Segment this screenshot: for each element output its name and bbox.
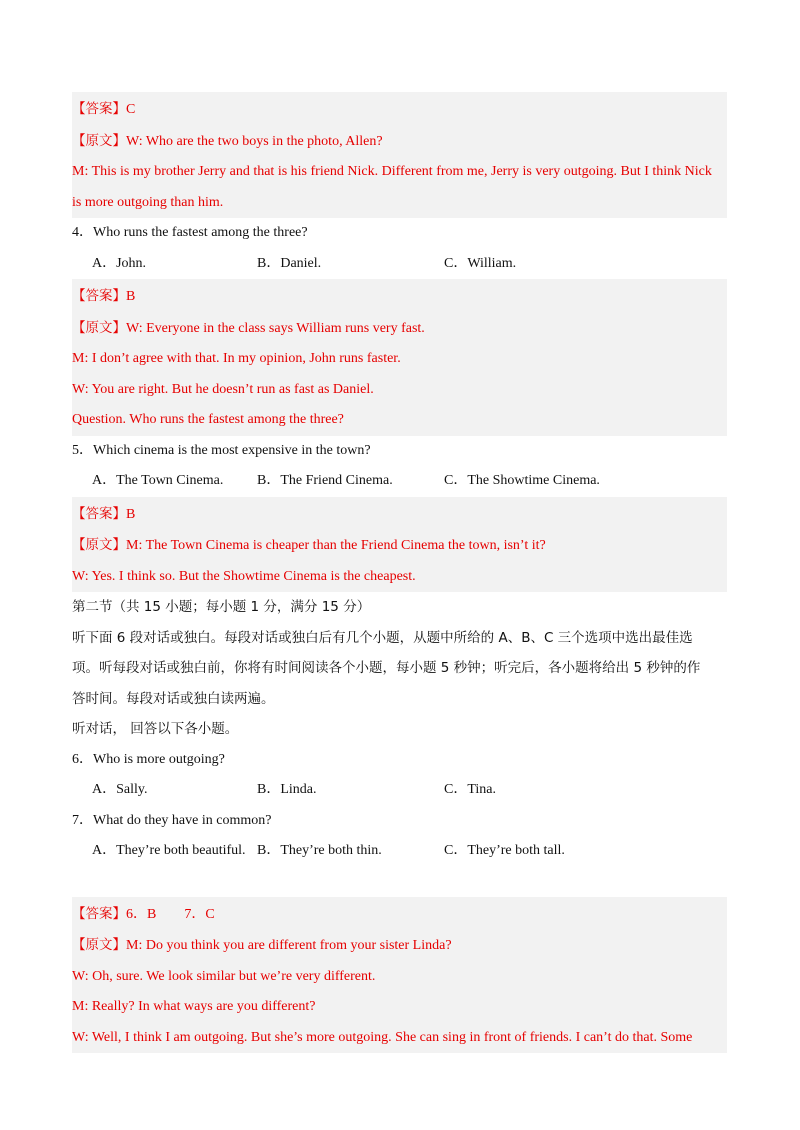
question-4-options <box>72 249 727 280</box>
question-4: 4．Who runs the fastest among the three? <box>72 225 308 240</box>
source-tag: 【原文】 <box>72 319 126 336</box>
transcript-line: W: Yes. I think so. But the Showtime Cinema is the cheapest. <box>72 568 416 584</box>
transcript-line: is more outgoing than him. <box>72 194 224 210</box>
option-c: C．William. <box>444 255 517 271</box>
transcript-line: M: Really? In what ways are you different? <box>72 999 316 1014</box>
option-a: A．John. <box>92 255 147 271</box>
transcript-line: W: You are right. But he doesn’t run as fast as Daniel. <box>72 381 374 397</box>
answer-block-4 <box>72 279 727 436</box>
question-6: 6．Who is more outgoing? <box>72 751 225 767</box>
transcript-line: W: Oh, sure. We look similar but we’re very different. <box>72 968 376 984</box>
option-b: B．Linda. <box>257 782 317 797</box>
transcript-line: W: Well, I think I am outgoing. But she’s more outgoing. She can sing in front of friends. I can’t do that. Some <box>72 1029 693 1045</box>
instruction-line: 听下面 6 段对话或独白。每段对话或独白后有几个小题，从题中所给的 A、B、C 三个选项中选出最佳选 <box>72 629 693 646</box>
option-b: B．They’re both thin. <box>257 843 382 858</box>
question-7: 7．What do they have in common? <box>72 812 272 828</box>
transcript-line: 【原文】W: Who are the two boys in the photo, Allen? <box>72 132 383 149</box>
answer-line <box>72 899 727 931</box>
option-a: A．The Town Cinema. <box>92 473 224 488</box>
option-c: C．Tina. <box>444 782 497 797</box>
source-tag: 【原文】 <box>72 537 126 553</box>
transcript-line: 【原文】M: The Town Cinema is cheaper than the Friend Cinema the town, isn’t it? <box>72 537 546 553</box>
transcript-line: 【原文】W: Everyone in the class says William runs very fast. <box>72 319 425 336</box>
answer-value: B <box>126 506 136 522</box>
transcript-line: Question. Who runs the fastest among the three? <box>72 412 344 427</box>
answer-block-6-7 <box>72 897 727 1054</box>
transcript-line: M: This is my brother Jerry and that is his friend Nick. Different from me, Jerry is very outgoing. But I think Nick <box>72 164 712 179</box>
transcript-line: M: I don’t agree with that. In my opinion, John runs faster. <box>72 351 401 366</box>
question-5-options <box>72 466 727 497</box>
sub-instruction: 听对话， 回答以下各小题。 <box>72 721 239 737</box>
answer-value: 6．B 7．C <box>126 906 215 922</box>
question-7-options <box>72 836 727 867</box>
question-5: 5．Which cinema is the most expensive in the town? <box>72 442 371 458</box>
source-tag: 【原文】 <box>72 937 126 953</box>
answer-line <box>72 499 727 531</box>
answer-value: C <box>126 102 136 117</box>
answer-block-5 <box>72 497 727 593</box>
option-c: C．They’re both tall. <box>444 843 565 858</box>
option-c: C．The Showtime Cinema. <box>444 473 600 488</box>
question-6-options <box>72 775 727 806</box>
document-page <box>72 92 727 1053</box>
answer-tag: 【答案】 <box>72 101 126 117</box>
option-a: A．They’re both beautiful. <box>92 843 246 858</box>
answer-tag: 【答案】 <box>72 505 126 522</box>
instruction-line: 项。听每段对话或独白前，你将有时间阅读各个小题，每小题 5 秒钟；听完后，各小题将给出 5 秒钟的作 <box>72 660 701 676</box>
answer-value: B <box>126 289 136 304</box>
option-b: B．The Friend Cinema. <box>257 473 393 488</box>
option-b: B．Daniel. <box>257 255 322 271</box>
answer-line <box>72 94 727 126</box>
transcript-line: 【原文】M: Do you think you are different from your sister Linda? <box>72 937 452 953</box>
answer-line <box>72 281 727 313</box>
spacer <box>72 867 727 897</box>
option-a: A．Sally. <box>92 782 148 797</box>
answer-block-3 <box>72 92 727 218</box>
source-tag: 【原文】 <box>72 132 126 149</box>
section-heading: 第二节（共 15 小题；每小题 1 分，满分 15 分） <box>72 599 371 615</box>
answer-tag: 【答案】 <box>72 288 126 304</box>
answer-tag: 【答案】 <box>72 905 126 922</box>
instruction-line: 答时间。每段对话或独白读两遍。 <box>72 690 275 707</box>
